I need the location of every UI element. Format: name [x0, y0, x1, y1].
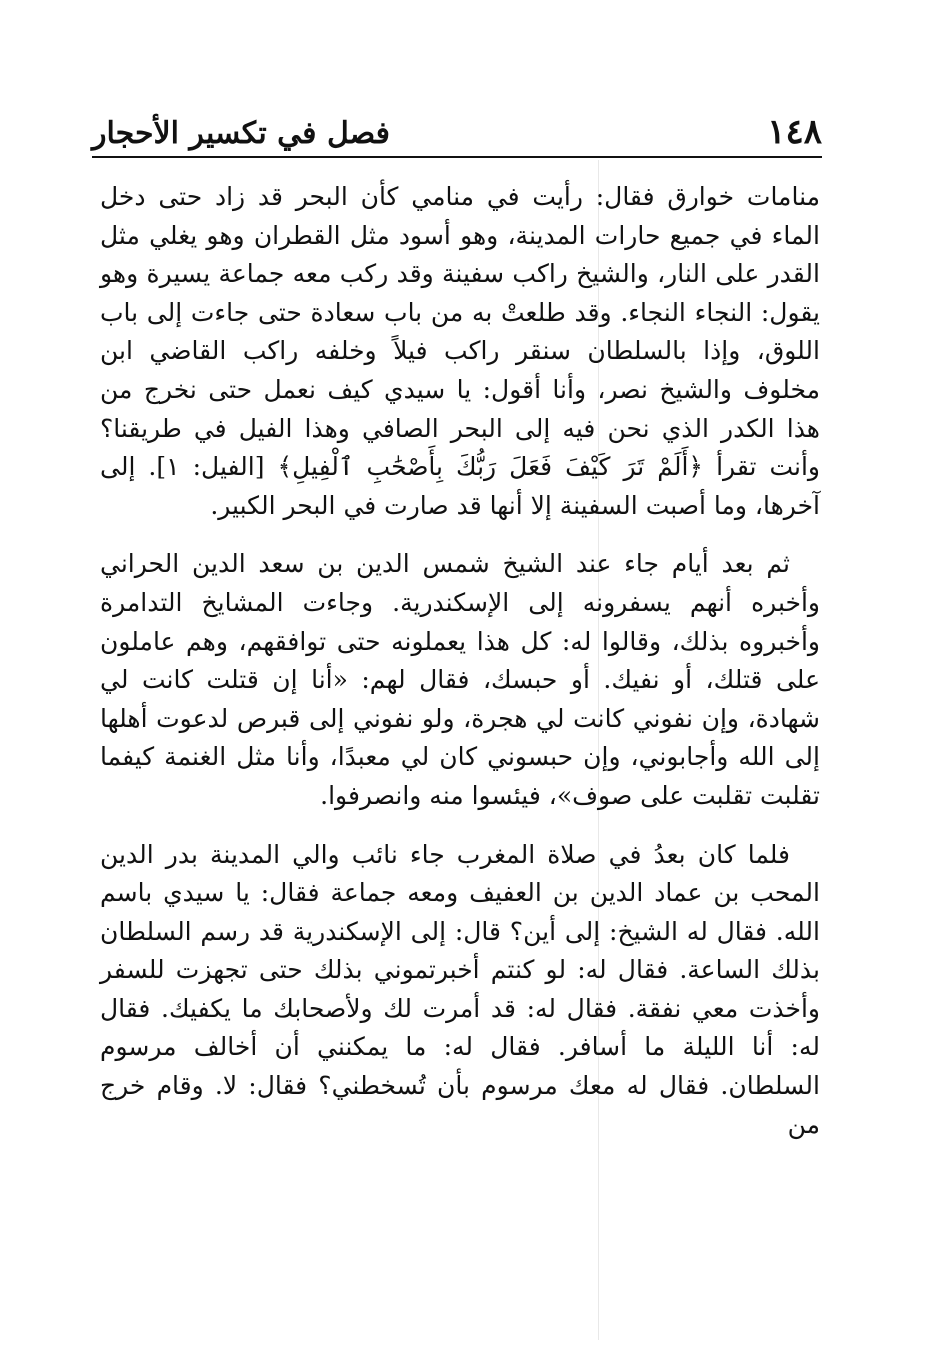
- page-header: [92, 108, 822, 158]
- body-text: [100, 178, 820, 1144]
- running-title: فصل في تكسير الأحجار: [92, 116, 391, 151]
- page-number: ١٤٨: [767, 112, 822, 152]
- paragraph-3: فلما كان بعدُ في صلاة المغرب جاء نائب والي المدينة بدر الدين المحب بن عماد الدين بن العفيف ومعه جماعة فقال: يا سيدي باسم الله. فقال له الشيخ: إلى أين؟ قال: إلى الإسكندرية قد رسم السلطان بذلك الساعة. فقال له: لو كنتم أخبرتموني بذلك حتى تجهزت للسفر وأخذت معي نفقة. فقال له: قد أمرت لك ولأصحابك ما يكفيك. فقال له: أنا الليلة ما أسافر. فقال له: ما يمكنني أن أخالف مرسوم السلطان. فقال له معك مرسوم بأن تُسخطني؟ فقال: لا. وقام خرج من: [100, 839, 821, 1139]
- paragraph-1: منامات خوارق فقال: رأيت في منامي كأن البحر قد زاد حتى دخل الماء في جميع حارات المدينة، وهو أسود مثل القطران وهو يغلي مثل القدر على النار، والشيخ راكب سفينة وقد ركب معه جماعة يسيرة وهو يقول: النجاء النجاء. وقد طلعتْ به من باب سعادة حتى جاءت إلى باب اللوق، وإذا بالسلطان سنقر راكب فيلاً وخلفه راكب القاضي ابن مخلوف والشيخ نصر، وأنا أقول: يا سيدي كيف نعمل حتى نخرج من هذا الكدر الذي نحن فيه إلى البحر الصافي وهذا الفيل في طريقنا؟ وأنت تقرأ ﴿أَلَمْ تَرَ كَيْفَ فَعَلَ رَبُّكَ بِأَصْحَٰبِ ٱلْفِيلِ﴾ [الفيل: ١]. إلى آخرها، وما أصبت السفينة إلا أنها قد صارت في البحر الكبير.: [100, 182, 820, 520]
- paragraph-2: ثم بعد أيام جاء عند الشيخ شمس الدين بن سعد الدين الحراني وأخبره أنهم يسفرونه إلى الإسكندرية. وجاءت المشايخ التدامرة وأخبروه بذلك، وقالوا له: كل هذا يعملونه حتى توافقهم، وهم عاملون على قتلك، أو نفيك. أو حبسك، فقال لهم: «أنا إن قتلت كانت لي شهادة، وإن نفوني كانت لي هجرة، ولو نفوني إلى قبرص لدعوت أهلها إلى الله وأجابوني، وإن حبسوني كان لي معبدًا، وأنا مثل الغنمة كيفما تقلبت تقلبت على صوف»، فيئسوا منه وانصرفوا.: [100, 549, 820, 810]
